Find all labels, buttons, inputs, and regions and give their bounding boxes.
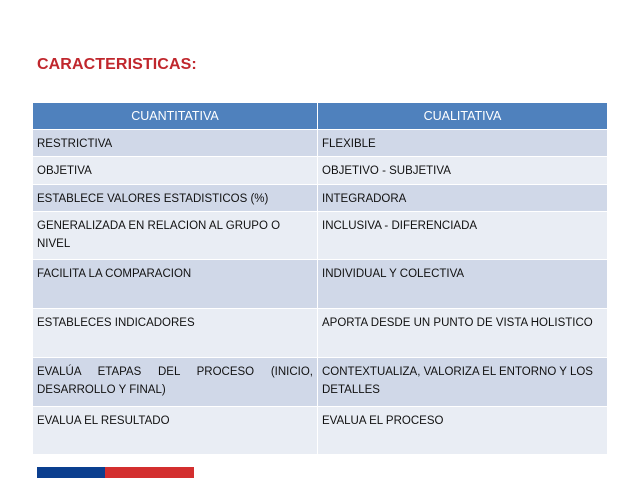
header-cualitativa: CUALITATIVA bbox=[318, 103, 608, 130]
cell-cuantitativa: OBJETIVA bbox=[33, 157, 318, 185]
table-row bbox=[33, 407, 608, 455]
cell-cuantitativa: EVALÚA ETAPAS DEL PROCESO (INICIO, DESARROLLO Y FINAL) bbox=[33, 358, 318, 407]
cell-cualitativa: INCLUSIVA - DIFERENCIADA bbox=[318, 212, 608, 260]
cell-cuantitativa: EVALUA EL RESULTADO bbox=[33, 407, 318, 455]
table-header-row bbox=[33, 103, 608, 130]
cell-cuantitativa: ESTABLECES INDICADORES bbox=[33, 309, 318, 358]
cell-cuantitativa: FACILITA LA COMPARACION bbox=[33, 260, 318, 309]
table-row bbox=[33, 309, 608, 358]
table-row bbox=[33, 212, 608, 260]
footer-bar-red bbox=[105, 467, 194, 478]
cell-cuantitativa: RESTRICTIVA bbox=[33, 130, 318, 157]
cell-cualitativa: INTEGRADORA bbox=[318, 185, 608, 212]
cell-cuantitativa: GENERALIZADA EN RELACION AL GRUPO O NIVEL bbox=[33, 212, 318, 260]
cell-cualitativa: INDIVIDUAL Y COLECTIVA bbox=[318, 260, 608, 309]
slide-title: CARACTERISTICAS: bbox=[37, 56, 197, 73]
comparison-table bbox=[32, 103, 608, 455]
footer-bar-blue bbox=[37, 467, 105, 478]
table-row bbox=[33, 157, 608, 185]
cell-cualitativa: APORTA DESDE UN PUNTO DE VISTA HOLISTICO bbox=[318, 309, 608, 358]
cell-cualitativa: EVALUA EL PROCESO bbox=[318, 407, 608, 455]
cell-cualitativa: OBJETIVO - SUBJETIVA bbox=[318, 157, 608, 185]
table-row bbox=[33, 185, 608, 212]
table-row bbox=[33, 358, 608, 407]
table-row bbox=[33, 130, 608, 157]
cell-cualitativa: FLEXIBLE bbox=[318, 130, 608, 157]
table-row bbox=[33, 260, 608, 309]
header-cuantitativa: CUANTITATIVA bbox=[33, 103, 318, 130]
cell-cuantitativa: ESTABLECE VALORES ESTADISTICOS (%) bbox=[33, 185, 318, 212]
cell-cualitativa: CONTEXTUALIZA, VALORIZA EL ENTORNO Y LOS DETALLES bbox=[318, 358, 608, 407]
